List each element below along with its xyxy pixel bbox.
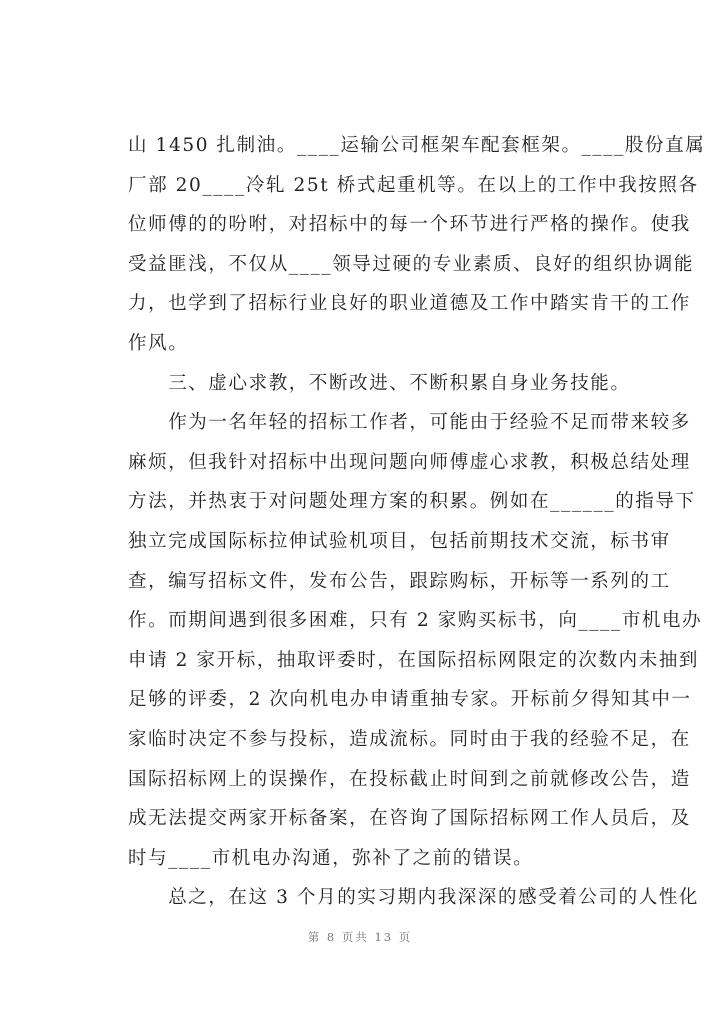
text-line: 力，也学到了招标行业良好的职业道德及工作中踏实肯干的工作 — [128, 293, 691, 315]
text-line: 作风。 — [128, 332, 189, 354]
text-line: 申请 2 家开标，抽取评委时，在国际招标网限定的次数内未抽到 — [128, 649, 700, 671]
text-line: 足够的评委，2 次向机电办申请重抽专家。开标前夕得知其中一 — [128, 689, 692, 711]
document-body — [128, 126, 706, 918]
text-line: 厂部 20____冷轧 25t 桥式起重机等。在以上的工作中我按照各 — [128, 174, 699, 196]
text-line: 查，编写招标文件，发布公告，跟踪购标，开标等一系列的工 — [128, 570, 671, 592]
text-line: 时与____市机电办沟通，弥补了之前的错误。 — [128, 847, 534, 869]
text-line: 山 1450 扎制油。____运输公司框架车配套框架。____股份直属 — [128, 135, 706, 156]
page-number: 第 8 页共 13 页 — [307, 930, 413, 944]
text-line: 方法，并热衷于对问题处理方案的积累。例如在______的指导下 — [128, 491, 696, 513]
section-heading: 三、虚心求教，不断改进、不断积累自身业务技能。 — [128, 372, 631, 394]
text-line: 独立完成国际标拉伸试验机项目，包括前期技术交流，标书审 — [128, 530, 671, 552]
text-line: 受益匪浅，不仅从____领导过硬的专业素质、良好的组织协调能 — [128, 253, 695, 275]
text-line: 作为一名年轻的招标工作者，可能由于经验不足而带来较多 — [128, 412, 691, 434]
text-line: 家临时决定不参与投标，造成流标。同时由于我的经验不足，在 — [128, 728, 691, 750]
text-line: 总之，在这 3 个月的实习期内我深深的感受着公司的人性化 — [128, 887, 700, 909]
text-line: 麻烦，但我针对招标中出现问题向师傅虚心求教，积极总结处理 — [128, 451, 691, 473]
text-line: 成无法提交两家开标备案，在咨询了国际招标网工作人员后，及 — [128, 808, 691, 830]
text-line: 作。而期间遇到很多困难，只有 2 家购买标书，向____市机电办 — [128, 610, 703, 632]
text-line: 位师傅的的吩咐，对招标中的每一个环节进行严格的操作。使我 — [128, 214, 691, 236]
text-line: 国际招标网上的误操作，在投标截止时间到之前就修改公告，造 — [128, 768, 691, 790]
